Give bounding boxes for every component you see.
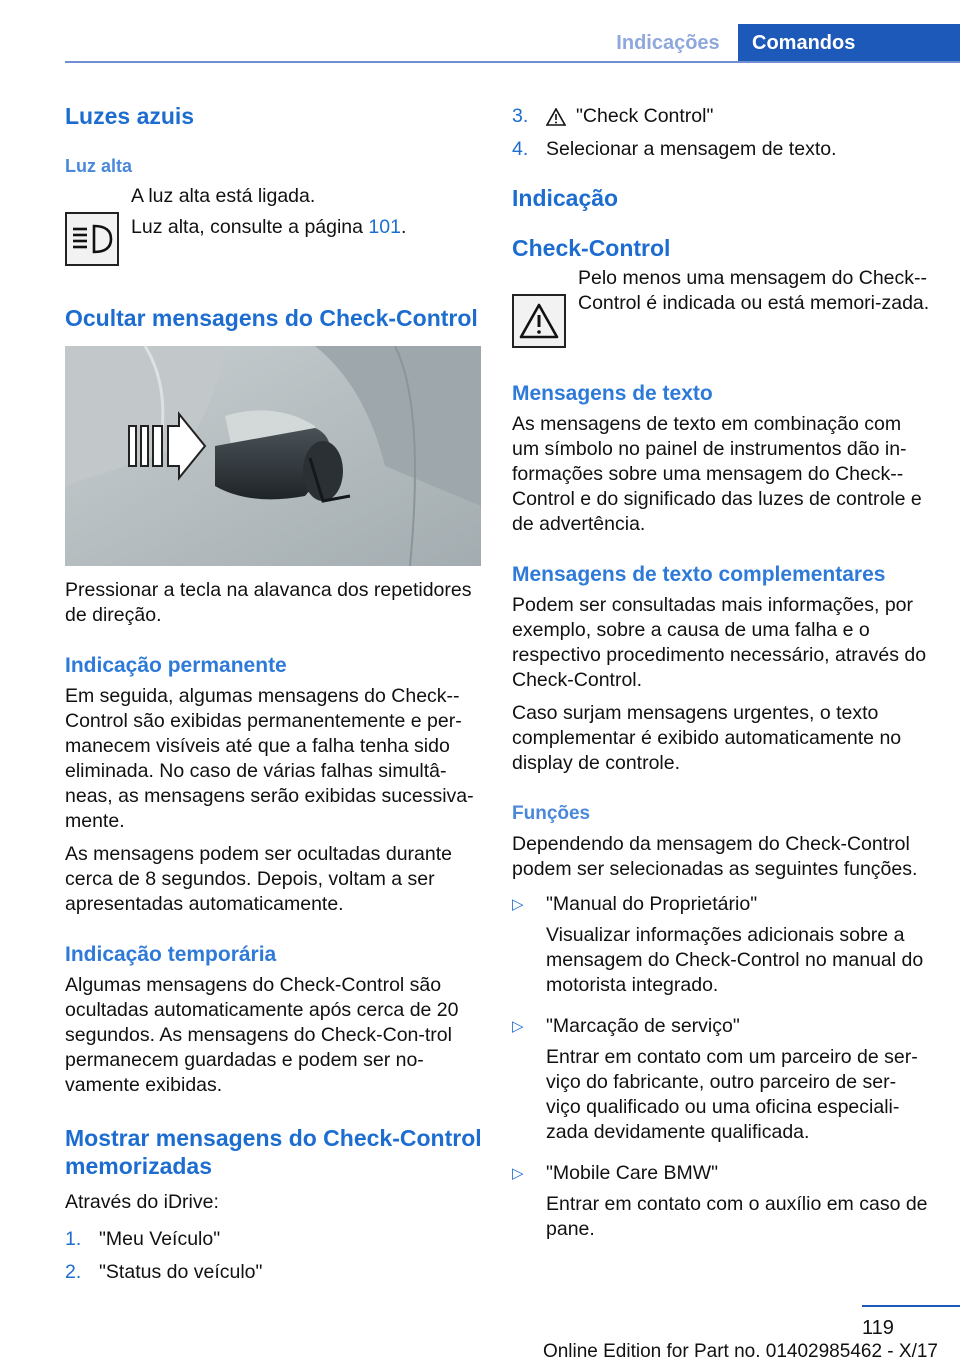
heading-indicacao: Indicação [512, 185, 619, 211]
heading-indicacao-temporaria: Indicação temporária [65, 943, 277, 966]
function-item [512, 1014, 930, 1151]
function-desc: Entrar em contato com um parceiro de ser-viço do fabricante, outro parceiro de ser-viço qualificado ou uma oficina especiali-zada devidamente qualificada. [546, 1046, 918, 1143]
indicacao-permanente-p2: As mensagens podem ser ocultadas durante cerca de 8 segundos. Depois, voltam a ser apresentadas automaticamente. [65, 843, 452, 915]
funcoes-p: Dependendo da mensagem do Check-Control podem ser selecionadas as seguintes funções. [512, 833, 918, 880]
check-control-text: Pelo menos uma mensagem do Check--Control é indicada ou está memori-zada. [578, 267, 930, 314]
edition-text: Online Edition for Part no. 01402985462 - X/17 [542, 1341, 938, 1362]
tab-comandos[interactable]: Comandos [738, 24, 960, 62]
heading-ocultar: Ocultar mensagens do Check-Control [65, 305, 478, 331]
mensagens-complementares-p1: Podem ser consultadas mais informações, por exemplo, sobre a causa de uma falha e o respectivo procedimento necessário, através do Check-Control. [512, 594, 927, 691]
mensagens-texto-p: As mensagens de texto em combinação com um símbolo no painel de instrumentos dão in-formações sobre uma mensagem do Check--Control e do significado das luzes de controle e de advertência. [512, 413, 922, 535]
function-title: "Mobile Care BMW" [546, 1162, 719, 1184]
header-rule [65, 61, 960, 63]
tab-indicacoes[interactable]: Indicações [616, 31, 720, 54]
step-number: 4. [512, 138, 529, 160]
functions-list [512, 892, 930, 1248]
warning-triangle-icon [512, 294, 566, 348]
luz-alta-text-2 [131, 215, 406, 240]
step-text: "Check Control" [576, 105, 714, 127]
function-desc: Visualizar informações adicionais sobre a mensagem do Check-Control no manual do motorista integrado. [546, 924, 924, 996]
atraves-text: Através do iDrive: [65, 1191, 219, 1213]
function-desc: Entrar em contato com o auxílio em caso de pane. [546, 1193, 928, 1240]
right-column [512, 100, 930, 1258]
function-title: "Marcação de serviço" [546, 1015, 740, 1037]
pressionar-text: Pressionar a tecla na alavanca dos repetidores de direção. [65, 579, 472, 626]
luz-alta-period: . [400, 216, 407, 238]
heading-mensagens-complementares: Mensagens de texto complementares [512, 563, 886, 586]
step-2 [65, 1260, 485, 1285]
step-number: 3. [512, 105, 529, 127]
heading-luzes-azuis: Luzes azuis [65, 103, 195, 129]
stalk-illustration [65, 346, 485, 566]
high-beam-icon [65, 212, 119, 266]
bullet-triangle-icon: ▷ [512, 896, 524, 913]
step-1 [65, 1227, 485, 1252]
right-steps-list [512, 104, 930, 162]
luz-alta-text-1: A luz alta está ligada. [131, 185, 316, 207]
bullet-triangle-icon: ▷ [512, 1018, 524, 1035]
bullet-triangle-icon: ▷ [512, 1165, 524, 1182]
footer-rule [862, 1305, 960, 1307]
luz-alta-ref-text: Luz alta, consulte a página [131, 216, 369, 238]
warning-small-icon [546, 104, 566, 129]
heading-funcoes: Funções [512, 803, 591, 824]
mensagens-complementares-p2: Caso surjam mensagens urgentes, o texto complementar é exibido automaticamente no display de controle. [512, 702, 902, 774]
function-title: "Manual do Proprietário" [546, 893, 758, 915]
page-number: 119 [862, 1317, 894, 1339]
indicacao-permanente-p1: Em seguida, algumas mensagens do Check--Control são exibidas permanentemente e per-manecem visíveis até que a falha tenha sido eliminada. No caso de várias falhas simultâ-neas, as mensagens serão exibidas sucessiva-mente. [65, 685, 474, 832]
step-text: "Status do veículo" [99, 1261, 263, 1283]
step-text: Selecionar a mensagem de texto. [546, 138, 837, 160]
left-column [65, 100, 485, 1293]
step-number: 2. [65, 1261, 82, 1283]
indicacao-temporaria-p: Algumas mensagens do Check-Control são ocultadas automaticamente após cerca de 20 segundos. As mensagens do Check-Con-trol permanecem guardadas e podem ser no-vamente exibidas. [65, 974, 459, 1096]
step-4 [512, 137, 930, 162]
page-101-link[interactable]: 101 [368, 216, 401, 238]
luz-alta-block [65, 182, 485, 266]
heading-mostrar: Mostrar mensagens do Check-Control memorizadas [65, 1125, 482, 1179]
step-number: 1. [65, 1228, 82, 1250]
function-item [512, 892, 930, 1004]
step-3 [512, 104, 930, 129]
left-steps-list [65, 1227, 485, 1285]
heading-mensagens-texto: Mensagens de texto [512, 382, 713, 405]
step-text: "Meu Veículo" [99, 1228, 221, 1250]
heading-check-control: Check-Control [512, 235, 671, 261]
function-item [512, 1161, 930, 1248]
heading-indicacao-permanente: Indicação permanente [65, 654, 287, 677]
check-control-block [512, 266, 930, 348]
heading-luz-alta: Luz alta [65, 156, 133, 176]
